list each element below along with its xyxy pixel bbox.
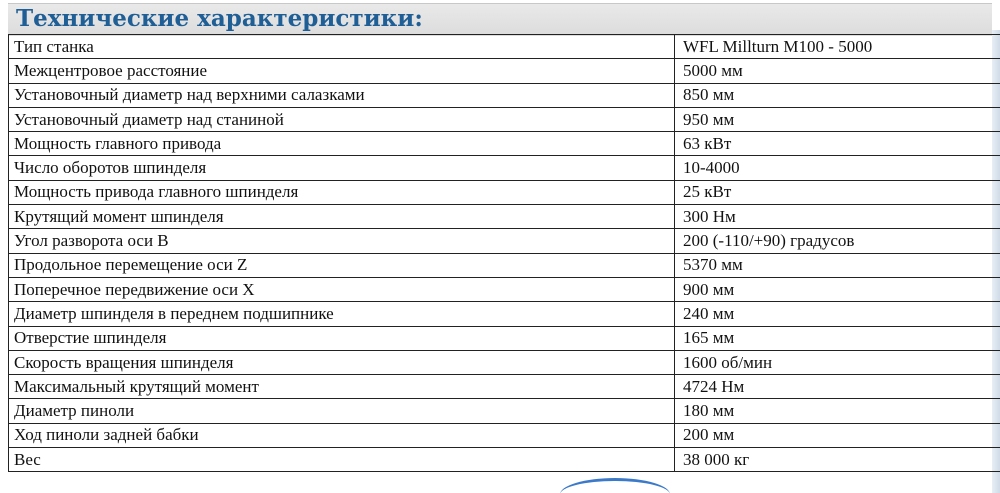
- page-title: Технические характеристики:: [16, 5, 423, 32]
- spec-param-cell: Межцентровое расстояние: [9, 59, 675, 83]
- spec-value-cell: 63 кВт: [675, 132, 1000, 156]
- spec-value-cell: 25 кВт: [675, 180, 1000, 204]
- spec-param-cell: Диаметр пиноли: [9, 399, 675, 423]
- spec-value-cell: 4724 Нм: [675, 375, 1000, 399]
- spec-param-cell: Угол разворота оси В: [9, 229, 675, 253]
- spec-value-cell: WFL Millturn M100 - 5000: [675, 35, 1000, 59]
- table-row: [9, 156, 1000, 180]
- spec-value-cell: 850 мм: [675, 83, 1000, 107]
- table-row: [9, 253, 1000, 277]
- table-row: [9, 205, 1000, 229]
- spec-value-cell: 240 мм: [675, 302, 1000, 326]
- table-row: [9, 448, 1000, 472]
- specs-table: [8, 34, 1000, 472]
- spec-value-cell: 1600 об/мин: [675, 350, 1000, 374]
- table-row: [9, 180, 1000, 204]
- table-row: [9, 326, 1000, 350]
- table-row: [9, 229, 1000, 253]
- spec-param-cell: Мощность главного привода: [9, 132, 675, 156]
- spec-param-cell: Продольное перемещение оси Z: [9, 253, 675, 277]
- spec-param-cell: Ход пиноли задней бабки: [9, 423, 675, 447]
- table-row: [9, 375, 1000, 399]
- spec-value-cell: 10-4000: [675, 156, 1000, 180]
- spec-value-cell: 5000 мм: [675, 59, 1000, 83]
- table-row: [9, 350, 1000, 374]
- spec-param-cell: Крутящий момент шпинделя: [9, 205, 675, 229]
- spec-param-cell: Установочный диаметр над верхними салазками: [9, 83, 675, 107]
- table-row: [9, 277, 1000, 301]
- spec-value-cell: 5370 мм: [675, 253, 1000, 277]
- spec-param-cell: Диаметр шпинделя в переднем подшипнике: [9, 302, 675, 326]
- table-row: [9, 399, 1000, 423]
- spec-value-cell: 180 мм: [675, 399, 1000, 423]
- decorative-arc: [560, 478, 670, 493]
- table-row: [9, 302, 1000, 326]
- table-row: [9, 59, 1000, 83]
- table-row: [9, 107, 1000, 131]
- spec-param-cell: Тип станка: [9, 35, 675, 59]
- title-bar: [8, 3, 992, 36]
- spec-param-cell: Скорость вращения шпинделя: [9, 350, 675, 374]
- table-row: [9, 35, 1000, 59]
- spec-value-cell: 200 мм: [675, 423, 1000, 447]
- table-row: [9, 132, 1000, 156]
- spec-param-cell: Максимальный крутящий момент: [9, 375, 675, 399]
- spec-param-cell: Мощность привода главного шпинделя: [9, 180, 675, 204]
- spec-param-cell: Отверстие шпинделя: [9, 326, 675, 350]
- spec-param-cell: Вес: [9, 448, 675, 472]
- spec-value-cell: 165 мм: [675, 326, 1000, 350]
- spec-param-cell: Число оборотов шпинделя: [9, 156, 675, 180]
- spec-param-cell: Поперечное передвижение оси Х: [9, 277, 675, 301]
- spec-value-cell: 900 мм: [675, 277, 1000, 301]
- spec-value-cell: 200 (-110/+90) градусов: [675, 229, 1000, 253]
- spec-value-cell: 950 мм: [675, 107, 1000, 131]
- spec-value-cell: 300 Нм: [675, 205, 1000, 229]
- table-row: [9, 83, 1000, 107]
- spec-param-cell: Установочный диаметр над станиной: [9, 107, 675, 131]
- table-row: [9, 423, 1000, 447]
- spec-value-cell: 38 000 кг: [675, 448, 1000, 472]
- specs-table-body: [9, 35, 1000, 472]
